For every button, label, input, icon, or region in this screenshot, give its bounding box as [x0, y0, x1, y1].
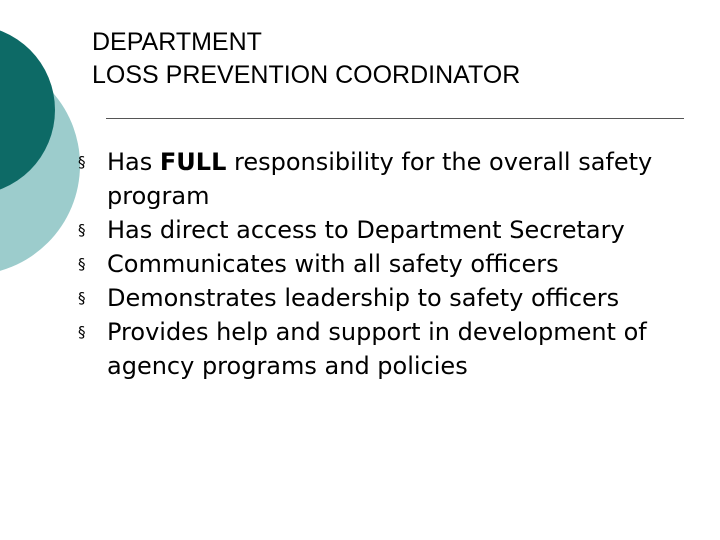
- bullet-item-leadership: [78, 281, 698, 315]
- bullet-item-support: [78, 315, 698, 383]
- bullet-item-access: [78, 213, 698, 247]
- bullet-marker-icon: §: [78, 323, 86, 341]
- bullet-marker-icon: §: [78, 153, 86, 171]
- bullet-text: Demonstrates leadership to safety officers: [107, 284, 620, 312]
- bullet-item-responsibility: [78, 145, 698, 213]
- bullet-list: [78, 145, 698, 383]
- title-line-department: DEPARTMENT: [92, 28, 262, 56]
- slide-title: [92, 26, 520, 92]
- bullet-marker-icon: §: [78, 221, 86, 239]
- bullet-marker-icon: §: [78, 289, 86, 307]
- teal-circles-decoration: [0, 0, 80, 300]
- bullet-marker-icon: §: [78, 255, 86, 273]
- bullet-text-end: responsibility for the overall safety program: [107, 148, 653, 210]
- bullet-text-start: Has: [107, 148, 160, 176]
- bullet-emphasis-full: FULL: [159, 148, 227, 176]
- title-divider: [106, 118, 684, 119]
- bullet-text: Provides help and support in development of agency programs and policies: [107, 318, 647, 380]
- bullet-text: Has direct access to Department Secretary: [107, 216, 625, 244]
- title-line-coordinator: LOSS PREVENTION COORDINATOR: [92, 61, 521, 89]
- bullet-text: Communicates with all safety officers: [107, 250, 559, 278]
- bullet-item-communicates: [78, 247, 698, 281]
